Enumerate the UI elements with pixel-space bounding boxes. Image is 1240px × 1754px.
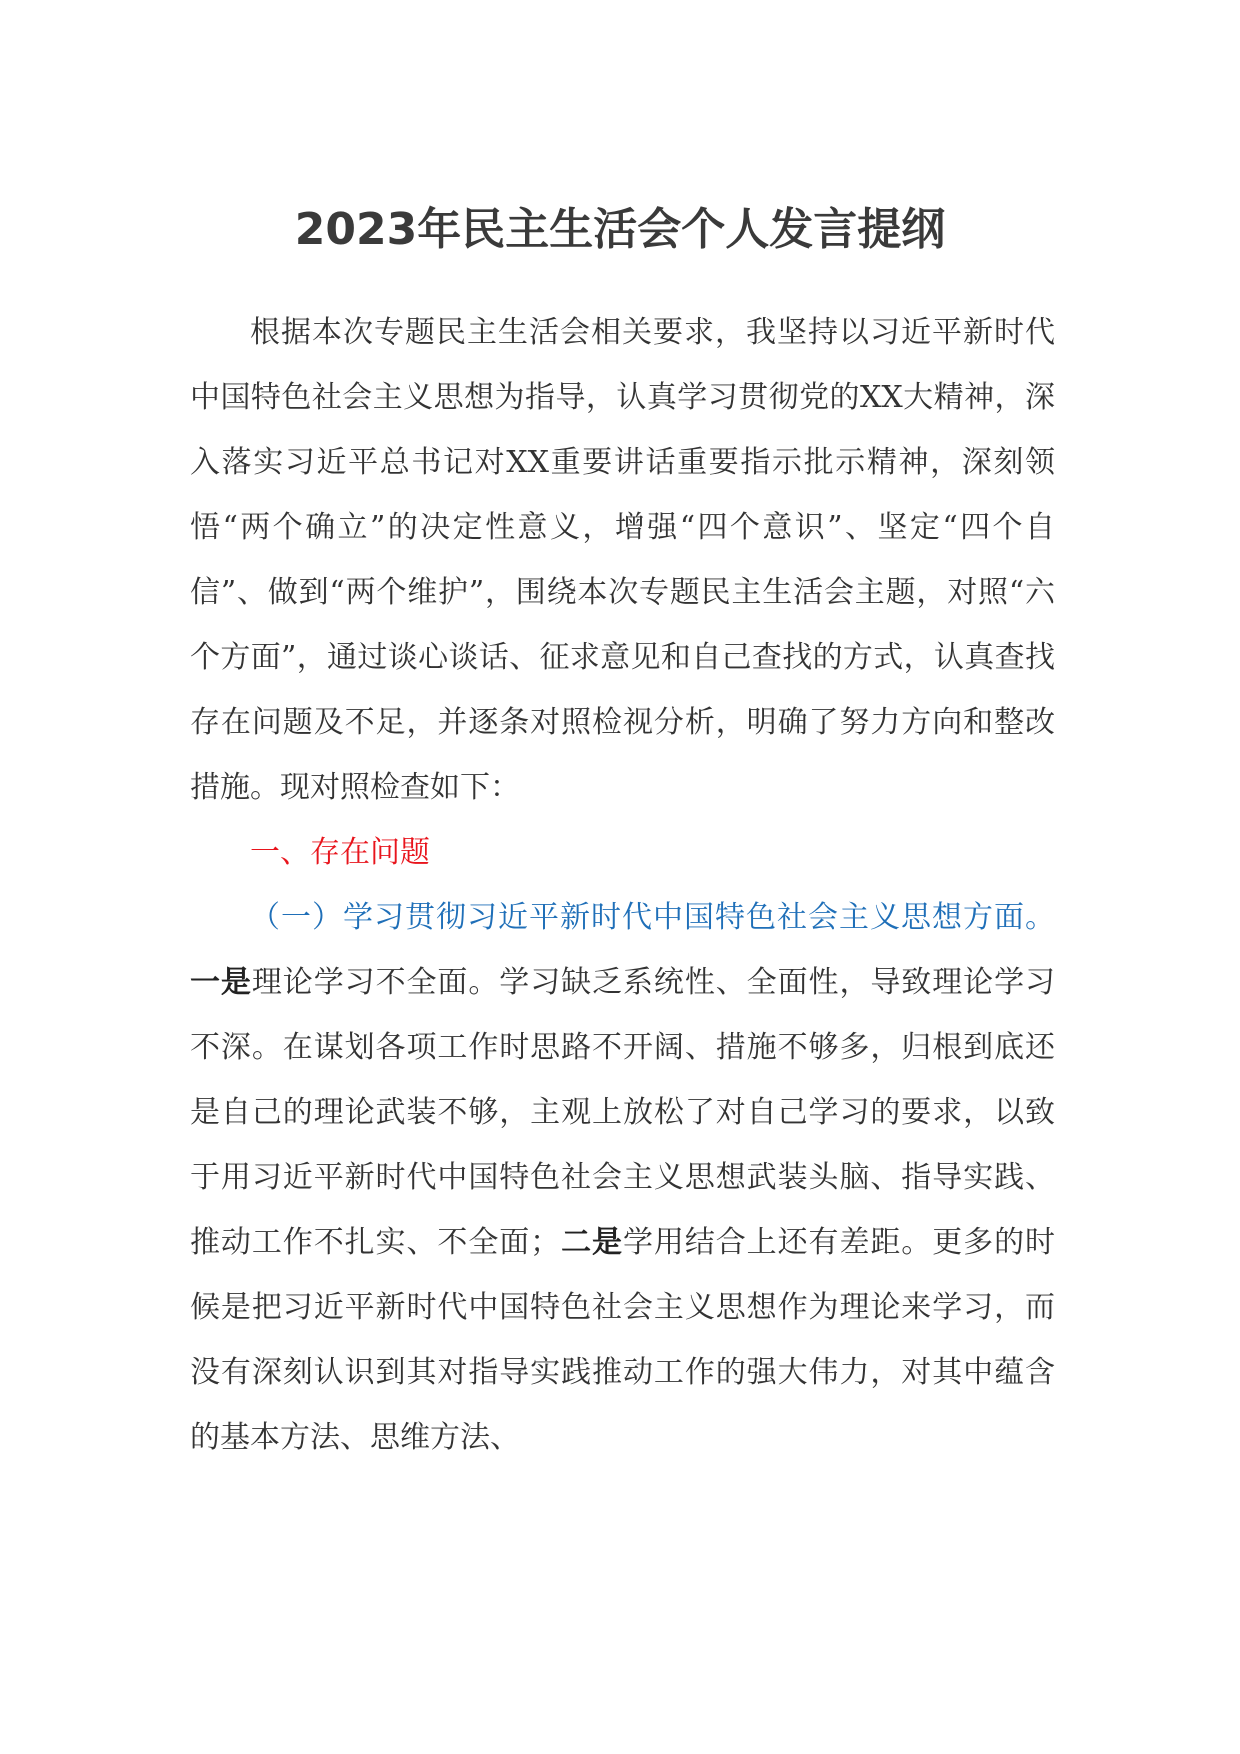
subsection-paragraph <box>190 885 1055 1470</box>
point-two-label: 二是 <box>560 1225 623 1260</box>
point-one-text: 理论学习不全面。学习缺乏系统性、全面性，导致理论学习不深。在谋划各项工作时思路不开阔、措施不够多，归根到底还是自己的理论武装不够，主观上放松了对自己学习的要求，以致于用习近平新时代中国特色社会主义思想武装头脑、指导实践、推动工作不扎实、不全面； <box>190 965 1056 1260</box>
document-title: 2023年民主生活会个人发言提纲 <box>294 204 946 255</box>
section-heading-problems: 一、存在问题 <box>250 835 430 870</box>
intro-paragraph: 根据本次专题民主生活会相关要求，我坚持以习近平新时代中国特色社会主义思想为指导，认真学习贯彻党的XX大精神，深入落实习近平总书记对XX重要讲话重要指示批示精神，深刻领悟“两个确立”的决定性意义，增强“四个意识”、坚定“四个自信”、做到“两个维护”，围绕本次专题民主生活会主题，对照“六个方面”，通过谈心谈话、征求意见和自己查找的方式，认真查找存在问题及不足，并逐条对照检视分析，明确了努力方向和整改措施。现对照检查如下： <box>190 315 1055 805</box>
point-two-text: 学用结合上还有差距。更多的时候是把习近平新时代中国特色社会主义思想作为理论来学习，而没有深刻认识到其对指导实践推动工作的强大伟力，对其中蕴含的基本方法、思维方法、 <box>190 1225 1056 1455</box>
point-one-label: 一是 <box>190 965 252 1000</box>
document-body <box>190 300 1055 1470</box>
subsection-heading: （一）学习贯彻习近平新时代中国特色社会主义思想方面。 <box>250 900 1055 935</box>
